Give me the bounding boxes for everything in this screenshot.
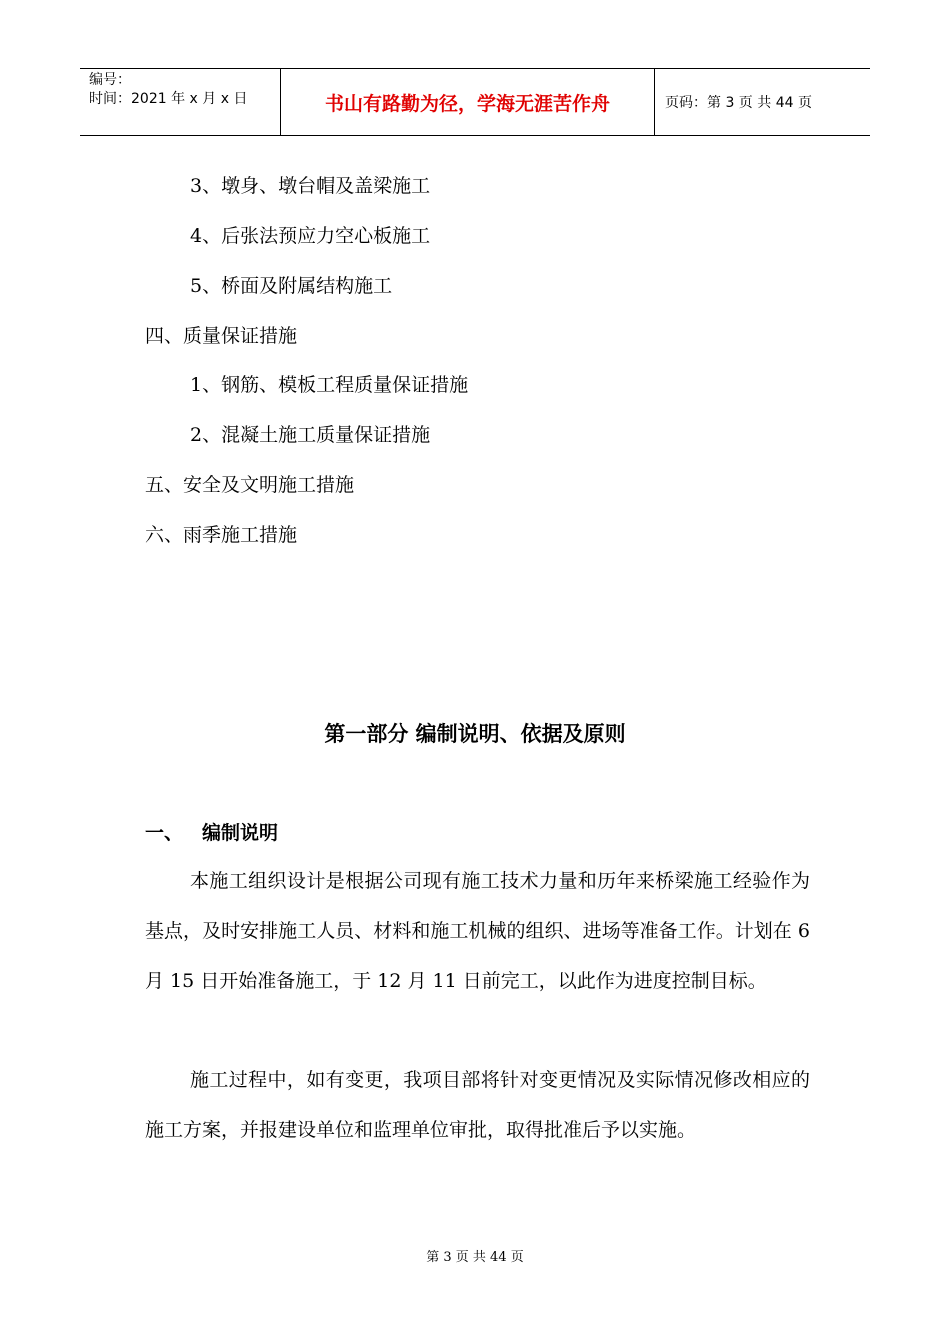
toc-item: 3、墩身、墩台帽及盖梁施工 bbox=[190, 175, 431, 197]
section-title bbox=[145, 818, 278, 845]
section-title-text: 编制说明 bbox=[202, 822, 279, 844]
section-number: 一、 bbox=[145, 822, 184, 844]
page-footer: 第 3 页 共 44 页 bbox=[426, 1250, 524, 1265]
header-time-label: 时间：2021 年 x 月 x 日 bbox=[89, 91, 248, 107]
header-code-label: 编号： bbox=[89, 72, 131, 88]
header-page-label: 页码：第 3 页 共 44 页 bbox=[665, 95, 812, 111]
paragraph: 本施工组织设计是根据公司现有施工技术力量和历年来桥梁施工经验作为基点，及时安排施工人员、材料和施工机械的组织、进场等准备工作。计划在 6 月 15 日开始准备施工，于 12 月 11 日前完工，以此作为进度控制目标。 bbox=[145, 870, 810, 992]
part-title: 第一部分 编制说明、依据及原则 bbox=[324, 722, 626, 746]
header-motto: 书山有路勤为径，学海无涯苦作舟 bbox=[281, 69, 655, 135]
toc-heading: 五、安全及文明施工措施 bbox=[145, 474, 355, 496]
header-meta bbox=[80, 69, 281, 135]
toc-heading: 四、质量保证措施 bbox=[145, 325, 298, 347]
toc-item: 4、后张法预应力空心板施工 bbox=[190, 225, 431, 247]
toc-item: 1、钢筋、模板工程质量保证措施 bbox=[190, 374, 469, 396]
toc-item: 5、桥面及附属结构施工 bbox=[190, 275, 393, 297]
toc-heading: 六、雨季施工措施 bbox=[145, 524, 298, 546]
paragraph: 施工过程中，如有变更，我项目部将针对变更情况及实际情况修改相应的施工方案，并报建设单位和监理单位审批，取得批准后予以实施。 bbox=[145, 1069, 810, 1141]
page-header bbox=[80, 68, 870, 136]
toc-item: 2、混凝土施工质量保证措施 bbox=[190, 424, 431, 446]
